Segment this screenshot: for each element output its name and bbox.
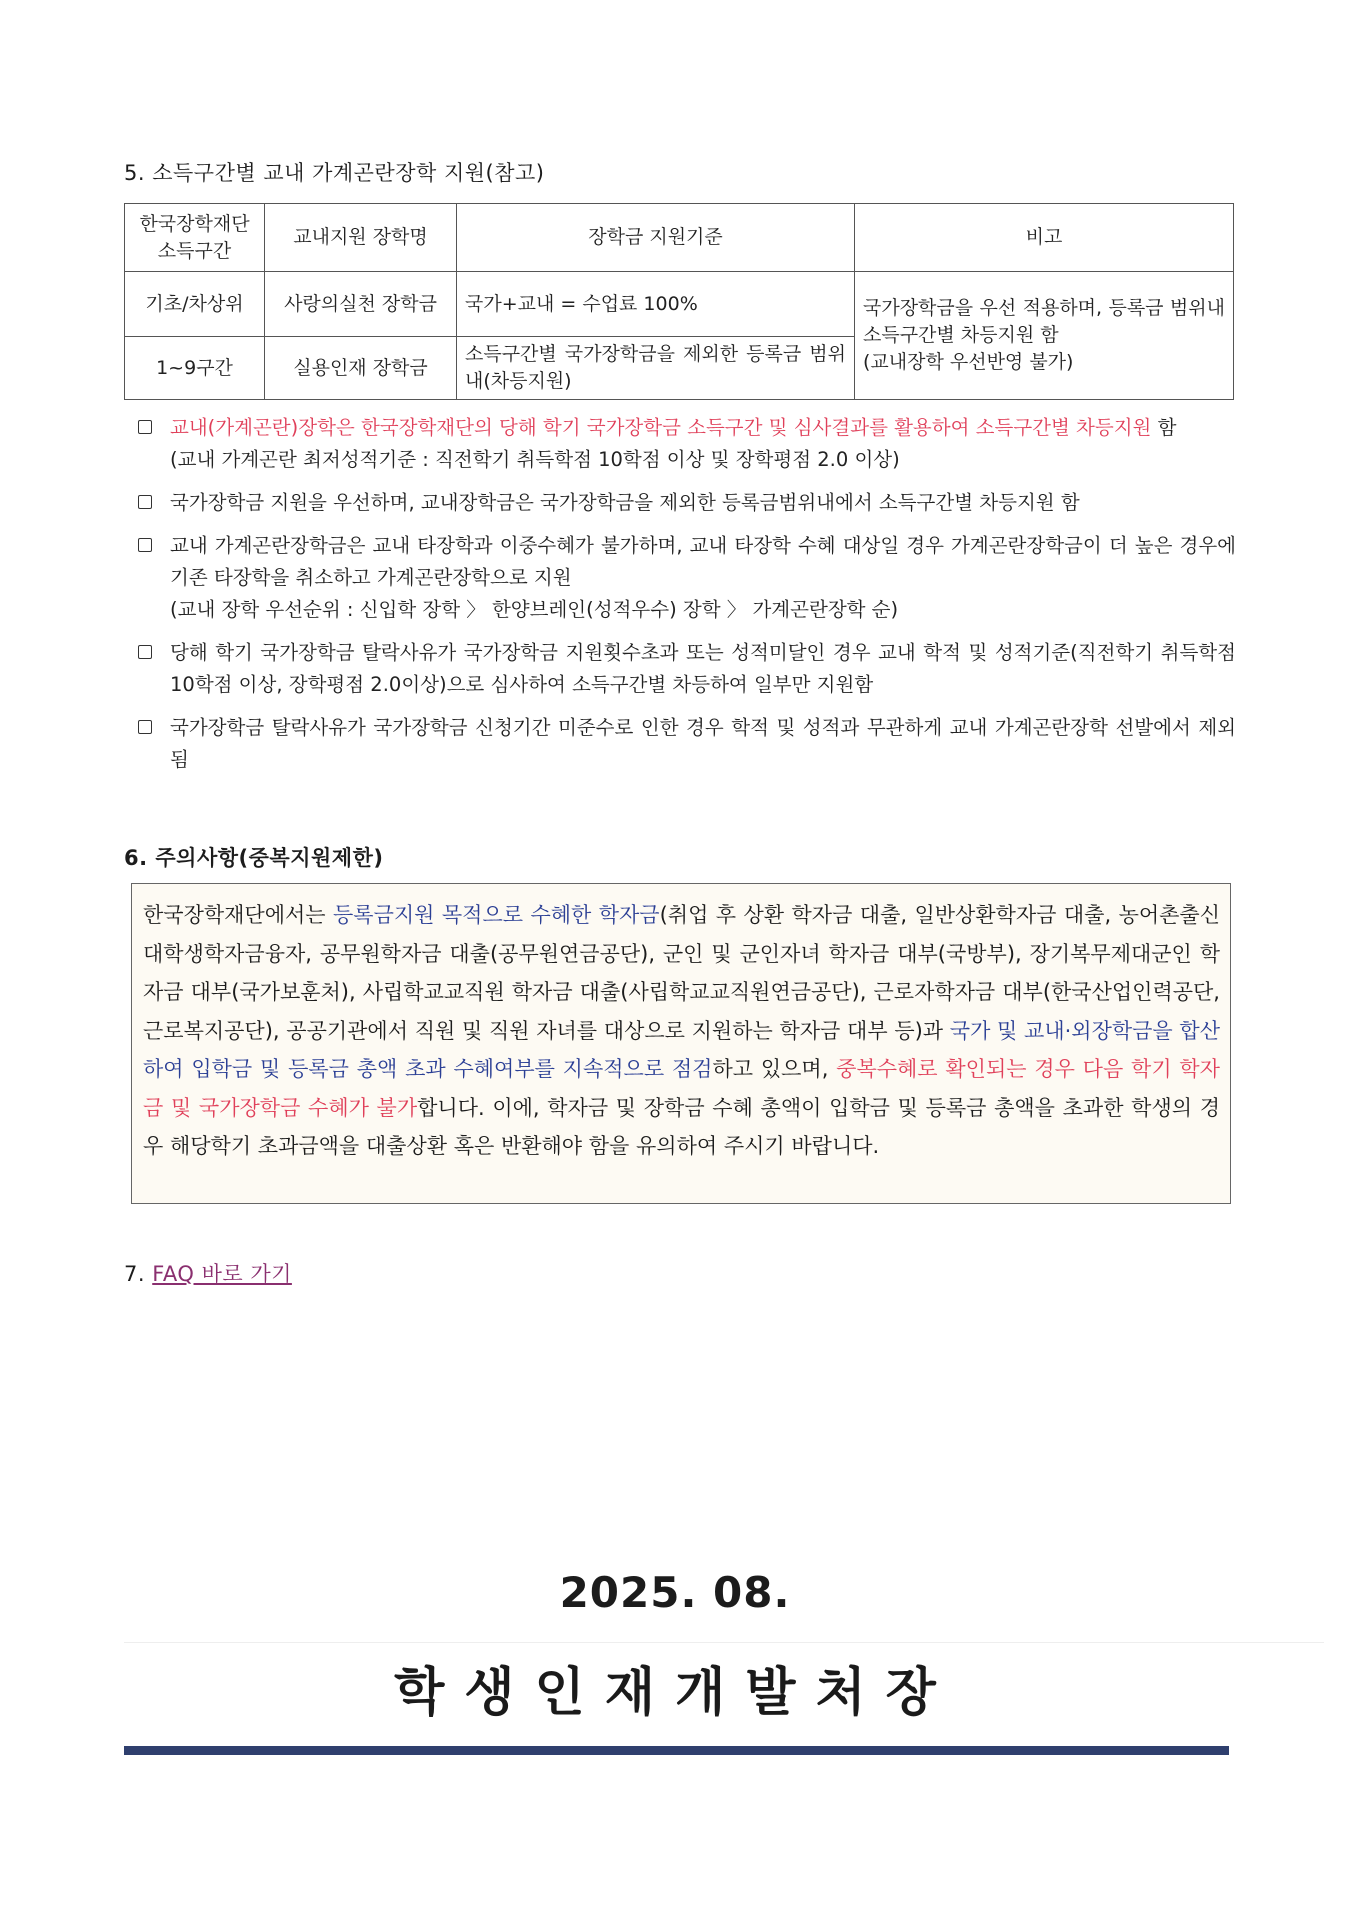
header-criteria: 장학금 지원기준 <box>457 204 855 272</box>
divider <box>124 1642 1324 1643</box>
highlight-red-text: 교내(가계곤란)장학은 한국장학재단의 당해 학기 국가장학금 소득구간 및 심사결과를 활용하여 소득구간별 차등지원 <box>170 416 1152 439</box>
income-scholarship-table <box>124 203 1234 400</box>
notice-bullet-list <box>138 412 1236 787</box>
highlight-blue-text: 국가 및 교내·외장학금을 합산하여 입학금 및 등록금 총액 초과 수혜여부를 지속적으로 점검 <box>143 1018 1220 1081</box>
cell-name: 사랑의실천 장학금 <box>265 272 457 337</box>
header-income-bracket: 한국장학재단 소득구간 <box>125 204 265 272</box>
list-item: 교내(가계곤란)장학은 한국장학재단의 당해 학기 국가장학금 소득구간 및 심사결과를 활용하여 소득구간별 차등지원 함 (교내 가계곤란 최저성적기준 : 직전학기 취득학점 10학점 이상 및 장학평점 2.0 이상) <box>138 412 1236 476</box>
checkbox-square-icon <box>138 538 152 552</box>
section-6-title: 6. 주의사항(중복지원제한) <box>124 846 384 870</box>
list-item: 국가장학금 지원을 우선하며, 교내장학금은 국가장학금을 제외한 등록금범위내에서 소득구간별 차등지원 함 <box>138 487 1236 519</box>
cell-note: 국가장학금을 우선 적용하며, 등록금 범위내 소득구간별 차등지원 함 (교내장학 우선반영 불가) <box>855 272 1234 400</box>
list-item: 국가장학금 탈락사유가 국가장학금 신청기간 미준수로 인한 경우 학적 및 성적과 무관하게 교내 가계곤란장학 선발에서 제외됨 <box>138 712 1236 776</box>
table-row <box>125 272 1234 337</box>
section-7-title: 7. FAQ 바로 가기 <box>124 1262 292 1286</box>
checkbox-square-icon <box>138 495 152 509</box>
department-signature: 학생인재개발처장 <box>394 1663 956 1723</box>
document-date: 2025. 08. <box>559 1568 791 1617</box>
list-item: 당해 학기 국가장학금 탈락사유가 국가장학금 지원횟수초과 또는 성적미달인 경우 교내 학적 및 성적기준(직전학기 취득학점 10학점 이상, 장학평점 2.0이상)으로 심사하여 소득구간별 차등하여 일부만 지원함 <box>138 637 1236 701</box>
checkbox-square-icon <box>138 645 152 659</box>
bullet-subnote: (교내 가계곤란 최저성적기준 : 직전학기 취득학점 10학점 이상 및 장학평점 2.0 이상) <box>170 448 900 471</box>
header-scholarship-name: 교내지원 장학명 <box>265 204 457 272</box>
checkbox-square-icon <box>138 420 152 434</box>
cell-criteria: 소득구간별 국가장학금을 제외한 등록금 범위내(차등지원) <box>457 337 855 400</box>
table-header-row <box>125 204 1234 272</box>
section-5-title: 5. 소득구간별 교내 가계곤란장학 지원(참고) <box>124 161 545 185</box>
caution-box: 한국장학재단에서는 등록금지원 목적으로 수혜한 학자금(취업 후 상환 학자금 대출, 일반상환학자금 대출, 농어촌출신대학생학자금융자, 공무원학자금 대출(공무원연금공단), 군인 및 군인자녀 학자금 대부(국방부), 장기복무제대군인 학자금 대부(국가보훈처), 사립학교교직원 학자금 대출(사립학교교직원연금공단), 근로자학자금 대부(한국산업인력공단, 근로복지공단), 공공기관에서 직원 및 직원 자녀를 대상으로 지원하는 학자금 대부 등)과 국가 및 교내·외장학금을 합산하여 입학금 및 등록금 총액 초과 수혜여부를 지속적으로 점검하고 있으며, 중복수혜로 확인되는 경우 다음 학기 학자금 및 국가장학금 수혜가 불가합니다. 이에, 학자금 및 장학금 수혜 총액이 입학금 및 등록금 총액을 초과한 학생의 경우 해당학기 초과금액을 대출상환 혹은 반환해야 함을 유의하여 주시기 바랍니다. <box>131 883 1231 1204</box>
faq-link[interactable]: FAQ 바로 가기 <box>152 1262 292 1286</box>
highlight-red-text: 중복수혜로 확인되는 경우 다음 학기 학자금 및 국가장학금 수혜가 불가 <box>143 1057 1220 1120</box>
cell-name: 실용인재 장학금 <box>265 337 457 400</box>
checkbox-square-icon <box>138 720 152 734</box>
highlight-blue-text: 등록금지원 목적으로 수혜한 학자금 <box>333 903 660 927</box>
bottom-divider-bar <box>124 1746 1229 1755</box>
cell-income: 1~9구간 <box>125 337 265 400</box>
cell-criteria: 국가+교내 = 수업료 100% <box>457 272 855 337</box>
bullet-subnote: (교내 장학 우선순위 : 신입학 장학 〉 한양브레인(성적우수) 장학 〉 가계곤란장학 순) <box>170 598 899 621</box>
list-item: 교내 가계곤란장학금은 교내 타장학과 이중수혜가 불가하며, 교내 타장학 수혜 대상일 경우 가계곤란장학금이 더 높은 경우에 기존 타장학을 취소하고 가계곤란장학으로 지원 (교내 장학 우선순위 : 신입학 장학 〉 한양브레인(성적우수) 장학 〉 가계곤란장학 순) <box>138 530 1236 626</box>
cell-income: 기초/차상위 <box>125 272 265 337</box>
header-note: 비고 <box>855 204 1234 272</box>
